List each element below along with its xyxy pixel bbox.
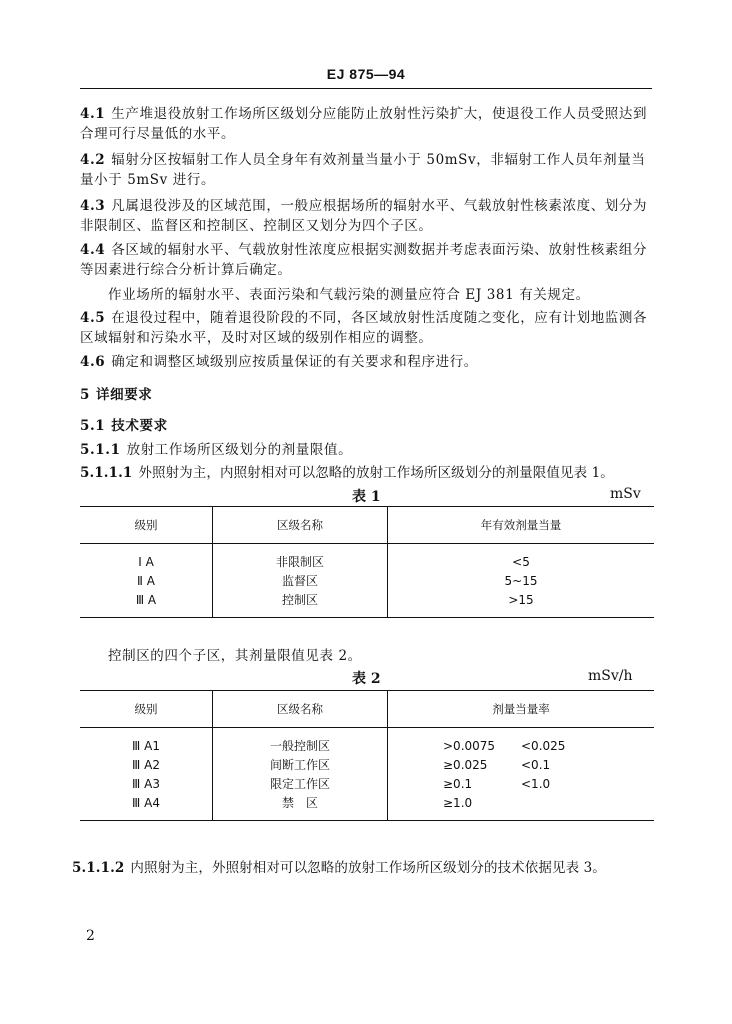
level-cell: Ⅲ A2 — [80, 755, 213, 774]
clause-number: 4.2 — [80, 152, 106, 168]
section-5-1-heading — [80, 416, 654, 436]
level-cell: Ⅲ A1 — [80, 728, 213, 756]
column-header: 区级名称 — [213, 691, 388, 728]
clause-text: 各区域的辐射水平、气载放射性浓度应根据实测数据并考虑表面污染、放射性核素组分等因素进行综合分析计算后确定。 — [80, 242, 648, 278]
clause-5-1-1-1 — [80, 463, 654, 483]
table-1-caption: 表 1 — [352, 489, 381, 505]
table-row — [80, 571, 654, 590]
table-2-caption: 表 2 — [352, 671, 381, 687]
clause-number: 5.1.1 — [80, 442, 121, 458]
rate-lower: >0.0075 — [443, 738, 496, 753]
clause-text: 凡属退役涉及的区域范围，一般应根据场所的辐射水平、气载放射性核素浓度、划分为非限制区、监督区和控制区、控制区又划分为四个子区。 — [80, 198, 648, 234]
table-row — [80, 544, 654, 572]
clause-number: 5.1.1.2 — [72, 860, 125, 876]
clause-4-6 — [80, 352, 654, 372]
column-header: 区级名称 — [213, 507, 388, 544]
dose-rate-cell — [388, 728, 655, 756]
clause-number: 4.3 — [80, 198, 106, 214]
document-header: EJ 875—94 — [326, 66, 406, 82]
column-header: 级别 — [80, 691, 213, 728]
clause-4-3 — [80, 196, 654, 236]
clause-4-2 — [80, 150, 654, 190]
level-cell: Ⅲ A3 — [80, 774, 213, 793]
level-cell: Ⅲ A4 — [80, 793, 213, 821]
clause-number: 4.4 — [80, 242, 106, 258]
clause-number: 4.6 — [80, 354, 106, 370]
rate-lower: ≥0.025 — [443, 757, 488, 772]
clause-4-4 — [80, 240, 654, 280]
zone-name-cell: 一般控制区 — [213, 728, 388, 756]
clause-text: 在退役过程中，随着退役阶段的不同，各区域放射性活度随之变化，应有计划地监测各区域辐射和污染水平，及时对区域的级别作相应的调整。 — [80, 310, 648, 346]
rate-upper: <0.025 — [521, 738, 566, 753]
zone-name-cell: 禁 区 — [213, 793, 388, 821]
table-1-unit: mSv — [610, 486, 641, 502]
clause-number: 4.5 — [80, 310, 106, 326]
table-row — [80, 774, 654, 793]
zone-name-cell: 控制区 — [213, 590, 388, 618]
column-header: 剂量当量率 — [388, 691, 655, 728]
clause-text: 外照射为主，内照射相对可以忽略的放射工作场所区级划分的剂量限值见表 1。 — [138, 465, 614, 481]
table-row — [80, 793, 654, 821]
table-row — [80, 755, 654, 774]
rate-upper: <1.0 — [521, 776, 551, 791]
table-row — [80, 590, 654, 618]
table-header-row — [80, 691, 654, 728]
dose-rate-cell — [388, 793, 655, 821]
zone-name-cell: 限定工作区 — [213, 774, 388, 793]
section-title: 详细要求 — [96, 387, 153, 403]
zone-name-cell: 间断工作区 — [213, 755, 388, 774]
section-number: 5 — [80, 387, 90, 403]
clause-4-5 — [80, 308, 654, 348]
rate-lower: ≥0.1 — [443, 776, 473, 791]
dose-cell: <5 — [512, 554, 530, 569]
clause-4-4-note: 作业场所的辐射水平、表面污染和气载污染的测量应符合 EJ 381 有关规定。 — [108, 287, 590, 303]
page-number: 2 — [86, 928, 95, 944]
dose-cell: 5~15 — [504, 573, 538, 588]
clause-text: 辐射分区按辐射工作人员全身年有效剂量当量小于 50mSv，非辐射工作人员年剂量当量小于 5mSv 进行。 — [80, 152, 646, 188]
rate-lower: ≥1.0 — [443, 795, 473, 810]
zone-name-cell: 非限制区 — [213, 544, 388, 572]
clause-text: 内照射为主，外照射相对可以忽略的放射工作场所区级划分的技术依据见表 3。 — [130, 860, 606, 876]
column-header: 级别 — [80, 507, 213, 544]
clause-5-1-1 — [80, 440, 654, 460]
dose-cell: >15 — [388, 590, 655, 618]
clause-text: 确定和调整区域级别应按质量保证的有关要求和程序进行。 — [111, 354, 478, 370]
dose-rate-cell — [388, 774, 655, 793]
level-cell: Ⅱ A — [80, 571, 213, 590]
clause-text: 放射工作场所区级划分的剂量限值。 — [126, 442, 353, 458]
section-number: 5.1 — [80, 418, 106, 434]
column-header: 年有效剂量当量 — [388, 507, 655, 544]
table-header-row — [80, 507, 654, 544]
level-cell: Ⅲ A — [80, 590, 213, 618]
clause-number: 4.1 — [80, 106, 106, 122]
control-zone-note: 控制区的四个子区，其剂量限值见表 2。 — [108, 648, 362, 664]
section-5-heading — [80, 385, 654, 405]
table-2-unit: mSv/h — [588, 668, 633, 684]
clause-number: 5.1.1.1 — [80, 465, 133, 481]
dose-rate-cell — [388, 755, 655, 774]
zone-name-cell: 监督区 — [213, 571, 388, 590]
table-row — [80, 728, 654, 756]
clause-text: 生产堆退役放射工作场所区级划分应能防止放射性污染扩大，使退役工作人员受照达到合理可行尽量低的水平。 — [80, 106, 648, 142]
clause-4-1 — [80, 104, 654, 144]
level-cell: Ⅰ A — [80, 544, 213, 572]
section-title: 技术要求 — [111, 418, 168, 434]
table-2 — [80, 690, 654, 821]
clause-5-1-1-2 — [72, 858, 662, 878]
header-rule — [80, 88, 652, 89]
rate-upper: <0.1 — [521, 757, 551, 772]
table-1 — [80, 506, 654, 618]
